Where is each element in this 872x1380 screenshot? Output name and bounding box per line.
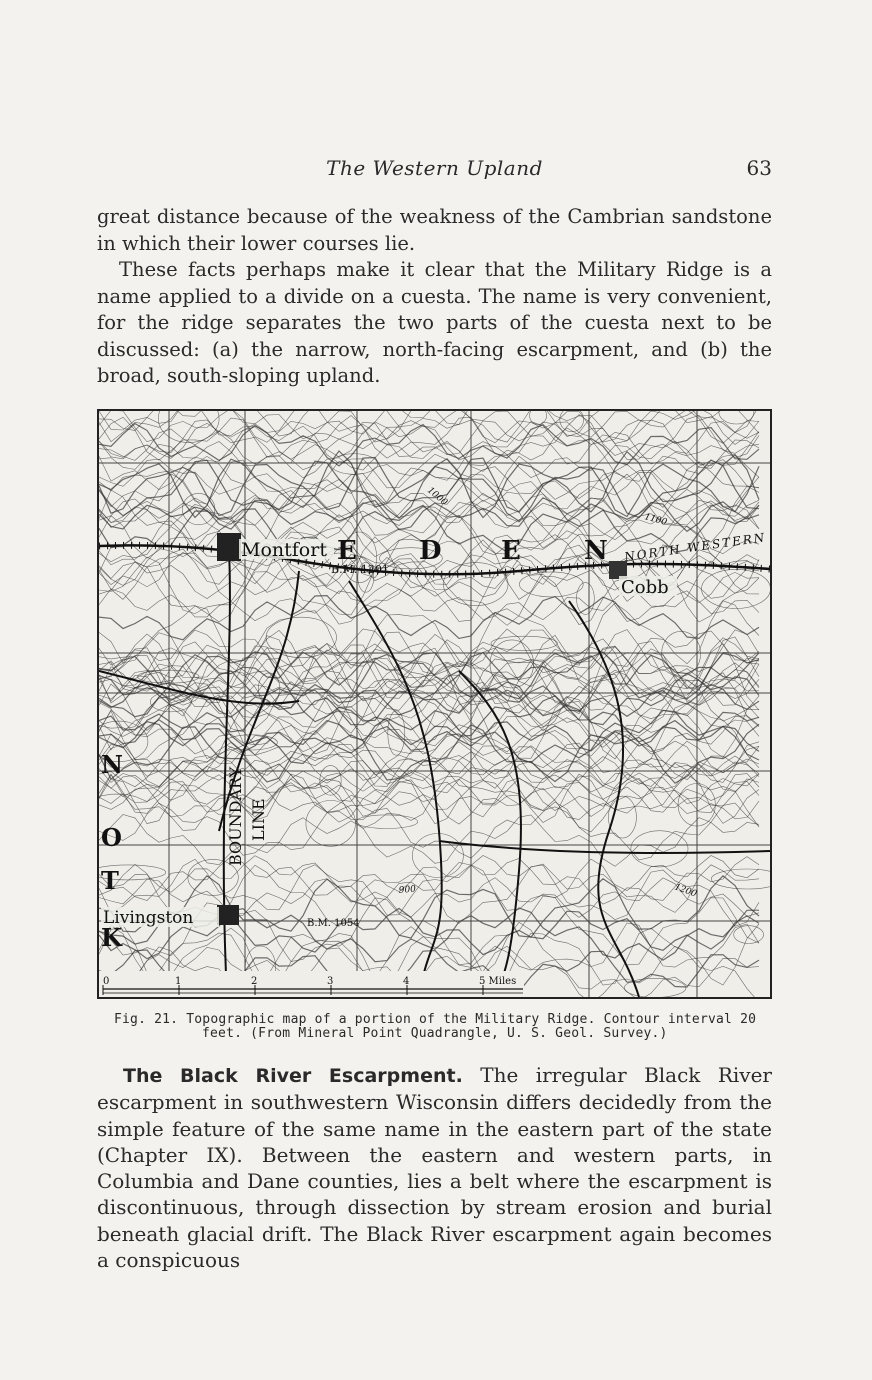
contour-line	[99, 720, 759, 752]
county-letter-1: E	[337, 536, 357, 566]
left-letter-4: K	[101, 923, 122, 952]
hill-contour	[631, 831, 688, 867]
hill-contour	[702, 569, 771, 608]
hill-contour	[412, 834, 463, 878]
montfort-label: Montfort	[241, 539, 327, 561]
paragraph-3-text: The irregular Black River escarpment in southwestern Wisconsin differs decidedly from the simple feature of the same name in the eastern part of the state (Chapter IX). Between the eastern and western parts, in Columbia and Dane counties, lies a belt where the escarpment is discontinuous, through dissection by stream erosion and burial beneath glacial drift. The Black River escarpment again becomes a conspicuous	[97, 1063, 772, 1273]
contour-line	[99, 411, 759, 443]
contour-1000-label: 1000	[425, 485, 450, 509]
contour-1100-label: 1100	[643, 512, 668, 528]
hill-contour	[734, 926, 764, 944]
livingston-town-block	[217, 905, 239, 925]
contour-line	[99, 778, 759, 812]
contour-line	[99, 774, 759, 824]
left-letter-3: T	[101, 866, 119, 895]
paragraph-3	[97, 1062, 772, 1273]
hill-contour	[356, 815, 418, 829]
running-header	[97, 156, 772, 184]
contour-line	[99, 411, 759, 437]
hill-contour	[306, 801, 356, 847]
hill-contour	[530, 411, 547, 425]
hill-contour	[266, 617, 336, 657]
bm-1054-label: B.M. 1054	[307, 918, 360, 929]
contour-900-label: 900	[398, 884, 417, 896]
railway-label: NORTH WESTERN	[623, 530, 768, 564]
page-number: 63	[746, 156, 772, 180]
hill-contour	[150, 692, 191, 712]
scale-tick-label: 3	[327, 976, 334, 987]
contour-line	[99, 427, 759, 471]
scale-tick-label: 2	[251, 976, 258, 987]
contour-line	[99, 635, 759, 695]
paragraph-1: great distance because of the weakness of the Cambrian sandstone in which their lower courses lie.	[97, 205, 772, 255]
scale-tick-label: 5 Miles	[479, 976, 517, 987]
contour-line	[99, 422, 759, 491]
contour-line	[99, 601, 759, 669]
scale-tick-label: 0	[103, 976, 110, 987]
scale-tick-label: 4	[403, 976, 410, 987]
line-label: LINE	[249, 798, 268, 841]
contour-line	[99, 774, 759, 817]
contour-line	[99, 596, 759, 640]
hill-contour	[560, 411, 584, 432]
caption-line-1: Fig. 21. Topographic map of a portion of the Military Ridge. Contour interval 20	[114, 1012, 757, 1027]
montfort-town-block	[217, 533, 241, 561]
county-letter-3: E	[501, 536, 521, 566]
boundary-label: BOUNDARY	[226, 766, 245, 866]
figure-caption	[114, 1013, 778, 1041]
topographic-map	[99, 411, 770, 997]
cobb-label: Cobb	[621, 577, 669, 598]
left-letter-2: O	[101, 823, 122, 852]
hill-contour	[662, 631, 701, 676]
contour-line	[99, 876, 759, 938]
contour-line	[99, 856, 759, 893]
scale-tick-label: 1	[175, 976, 182, 987]
contour-line	[99, 857, 759, 907]
running-title: The Western Upland	[326, 156, 543, 180]
contour-line	[99, 815, 759, 867]
section-heading: The Black River Escarpment.	[123, 1065, 463, 1087]
topographic-map-figure	[97, 409, 772, 999]
county-letter-2: D	[419, 536, 442, 566]
caption-line-2: feet. (From Mineral Point Quadrangle, U. S. Geol. Survey.)	[202, 1026, 668, 1041]
bm-1201-label: B.M. 1201	[331, 563, 389, 576]
contour-line	[99, 666, 759, 716]
paragraph-2: These facts perhaps make it clear that the Military Ridge is a name applied to a divide on a cuesta. The name is very convenient, for the ridge separates the two parts of the cuesta next to be discussed: (a) the narrow, north-facing escarpment, and (b) the broad, south-sloping upland.	[97, 258, 772, 387]
contour-line	[99, 411, 759, 439]
left-letter-1: N	[101, 750, 123, 779]
hill-contour	[182, 493, 215, 524]
county-letter-4: N	[584, 536, 608, 566]
contour-line	[99, 629, 759, 668]
livingston-label: Livingston	[103, 908, 194, 928]
contour-1200-label: 1200	[672, 882, 698, 900]
